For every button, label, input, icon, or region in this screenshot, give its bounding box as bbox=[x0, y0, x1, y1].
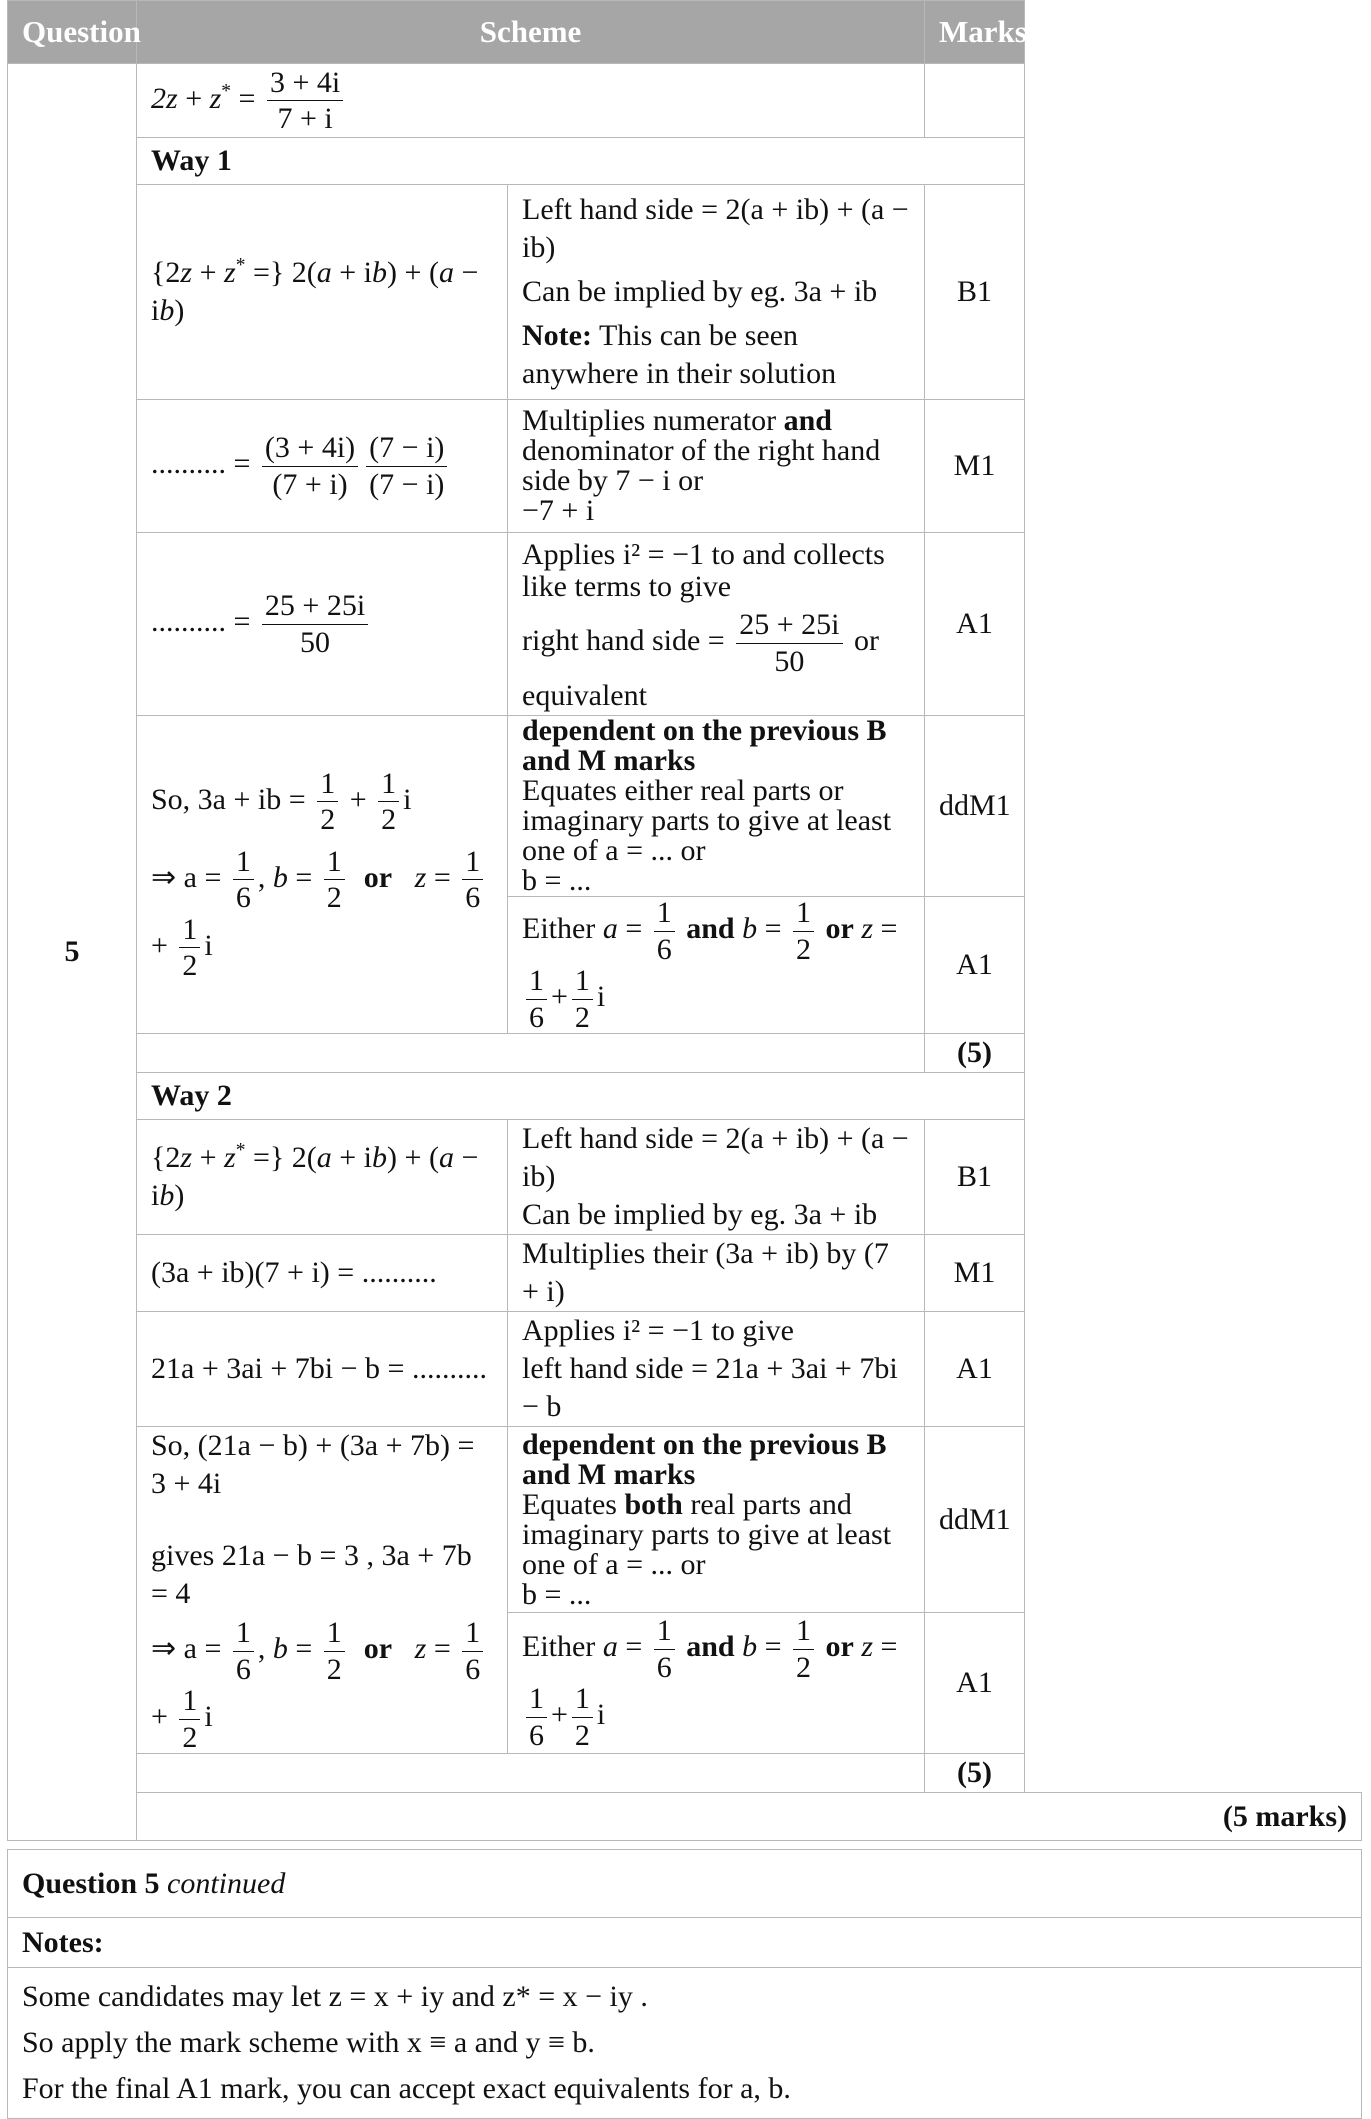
way2-r5-and: and bbox=[686, 1629, 735, 1663]
way1-r3-num: 25 + 25i bbox=[262, 590, 368, 625]
way1-r5-and: and bbox=[686, 911, 735, 945]
way2-r4-or: or bbox=[363, 1631, 393, 1665]
way1-title: Way 1 bbox=[137, 138, 1025, 185]
way1-r4-g2: Equates either real parts or imaginary parts to give at least one of a = ... or bbox=[522, 774, 892, 867]
way1-r1-guidance bbox=[508, 185, 925, 400]
way1-r5-mark: A1 bbox=[925, 897, 1025, 1034]
way1-r5-or: or bbox=[825, 911, 854, 945]
way1-r5-either: Either bbox=[522, 911, 596, 945]
way1-header-row bbox=[8, 138, 1362, 185]
way1-r4-work: So, 3a + ib = $\frac{1}{2}$ + $\frac{1}{2}$ i ⇒ a = $\frac{1}{6}$ , b = $\frac{1}{2}$ or z = $\frac{1}{6}$ + $\frac{1}{2}$ i bbox=[137, 716, 508, 1034]
way1-row-m1 bbox=[8, 400, 1362, 533]
way1-r1-g3: This can be seen anywhere in their solution bbox=[522, 319, 837, 390]
notes-title-bold: Question 5 bbox=[22, 1866, 160, 1900]
note-3: For the final A1 mark, you can accept exact equivalents for a, b. bbox=[22, 2072, 791, 2105]
way2-row-ddm1 bbox=[8, 1427, 1362, 1613]
notes-heading: Notes: bbox=[8, 1918, 1362, 1968]
way1-row-a1 bbox=[8, 533, 1362, 716]
notes-title bbox=[8, 1850, 1362, 1918]
way2-r4-g3: b = ... bbox=[522, 1577, 592, 1611]
way2-r2-guidance: Multiplies their (3a + ib) by (7 + i) bbox=[508, 1235, 925, 1312]
way2-r1-work: {2z + z* =} 2(a + ib) + (a − ib) bbox=[137, 1120, 508, 1235]
way2-r1-g1: Left hand side = 2(a + ib) + (a − ib) bbox=[522, 1122, 909, 1193]
way1-r4-work1: So, 3a + ib = bbox=[151, 782, 306, 816]
notes-body-row bbox=[8, 1968, 1362, 2119]
header-row bbox=[8, 1, 1362, 64]
frac-den-1: (7 + i) bbox=[272, 467, 348, 501]
header-scheme: Scheme bbox=[137, 1, 925, 64]
way1-r3-mark: A1 bbox=[925, 533, 1025, 716]
notes-title-row bbox=[8, 1850, 1362, 1918]
way1-r4-work2: ⇒ a = bbox=[151, 860, 222, 894]
frac-num-2: (7 − i) bbox=[366, 432, 447, 467]
way1-r3-g-den: 50 bbox=[774, 644, 805, 678]
notes-title-italic: continued bbox=[167, 1866, 286, 1900]
way1-r4-or: or bbox=[363, 860, 393, 894]
header-marks: Marks bbox=[925, 1, 1025, 64]
notes-body bbox=[8, 1968, 1362, 2119]
way2-r1-mark: B1 bbox=[925, 1120, 1025, 1235]
way1-row-ddm1 bbox=[8, 716, 1362, 897]
way2-r4-g1: dependent on the previous B and M marks bbox=[522, 1427, 887, 1491]
way1-total-row bbox=[8, 1034, 1362, 1073]
way2-row-a1 bbox=[8, 1312, 1362, 1427]
note-label: Note: bbox=[522, 319, 592, 352]
equation-denominator: 7 + i bbox=[277, 102, 333, 135]
way1-r3-g-num: 25 + 25i bbox=[736, 609, 842, 644]
way2-r4-g2c: real parts and imaginary parts to give at least one of a = ... or bbox=[522, 1487, 892, 1581]
way1-r2-work bbox=[137, 400, 508, 533]
way2-r3-guidance bbox=[508, 1312, 925, 1427]
way2-total-row bbox=[8, 1754, 1362, 1793]
way2-row-m1 bbox=[8, 1235, 1362, 1312]
equation-row bbox=[8, 64, 1362, 138]
way1-total: (5) bbox=[925, 1034, 1025, 1073]
way1-r2-g2: −7 + i bbox=[522, 494, 595, 527]
way2-r4-guidance bbox=[508, 1427, 925, 1613]
total-marks: (5 marks) bbox=[137, 1793, 1362, 1841]
way2-r4-mark: ddM1 bbox=[925, 1427, 1025, 1613]
way2-r3-g1: Applies i² = −1 to give bbox=[522, 1314, 794, 1347]
way1-r4-g1: dependent on the previous B and M marks bbox=[522, 714, 887, 777]
way2-header-row bbox=[8, 1073, 1362, 1120]
way2-r5-or: or bbox=[825, 1629, 854, 1663]
equation-numerator: 3 + 4i bbox=[267, 67, 343, 102]
way2-r2-mark: M1 bbox=[925, 1235, 1025, 1312]
way2-r4-work: So, (21a − b) + (3a + 7b) = 3 + 4i gives 21a − b = 3 , 3a + 7b = 4 ⇒ a = $\frac{1}{6}$ , b = $\frac{1}{2}$ or z = $\frac{1}{6}$ + $\frac{1}{2}$ i bbox=[137, 1427, 508, 1754]
way1-r1-work: {2z + z* =} 2(a + ib) + (a − ib) bbox=[137, 185, 508, 400]
way1-r3-g1: Applies i² = −1 to and collects like terms to give bbox=[522, 538, 885, 603]
way1-r1-mark: B1 bbox=[925, 185, 1025, 400]
way2-r1-guidance bbox=[508, 1120, 925, 1235]
way2-r4-work3: ⇒ a = bbox=[151, 1631, 222, 1665]
way1-r3-den: 50 bbox=[300, 625, 331, 659]
given-equation: 2z + z* = $\frac{3 + 4i}{7 + i}$ bbox=[137, 64, 925, 138]
way1-r5-guidance: Either a = $\frac{1}{6}$ and b = $\frac{1}{2}$ or z = $\frac{1}{6}$ + $\frac{1}{2}$ i bbox=[508, 897, 925, 1034]
notes-table bbox=[7, 1849, 1362, 2119]
way2-r1-g2: Can be implied by eg. 3a + ib bbox=[522, 1198, 878, 1231]
way2-total: (5) bbox=[925, 1754, 1025, 1793]
way2-r5-either: Either bbox=[522, 1629, 596, 1663]
way1-r3-g2b: or equivalent bbox=[522, 623, 879, 712]
mark-scheme-page bbox=[7, 0, 1362, 2119]
way1-r2-g1a: Multiplies numerator bbox=[522, 404, 777, 437]
header-question: Question bbox=[8, 1, 137, 64]
way1-r3-g2a: right hand side = bbox=[522, 623, 725, 657]
way1-r1-g1: Left hand side = 2(a + ib) + (a − ib) bbox=[522, 193, 909, 264]
mark-scheme-table bbox=[7, 0, 1362, 1841]
way1-r2-prefix: .......... = bbox=[151, 446, 251, 480]
way2-row-b1 bbox=[8, 1120, 1362, 1235]
way2-r3-work: 21a + 3ai + 7bi − b = .......... bbox=[137, 1312, 508, 1427]
way2-title: Way 2 bbox=[137, 1073, 1025, 1120]
way1-r4-mark: ddM1 bbox=[925, 716, 1025, 897]
total-marks-row bbox=[8, 1793, 1362, 1841]
way2-r3-mark: A1 bbox=[925, 1312, 1025, 1427]
way1-r2-mark: M1 bbox=[925, 400, 1025, 533]
frac-den-2: (7 − i) bbox=[369, 467, 445, 501]
way2-r2-work: (3a + ib)(7 + i) = .......... bbox=[137, 1235, 508, 1312]
way1-row-b1 bbox=[8, 185, 1362, 400]
way1-r4-g3: b = ... bbox=[522, 864, 592, 897]
question-number: 5 bbox=[8, 64, 137, 1841]
way1-r1-g2: Can be implied by eg. 3a + ib bbox=[522, 275, 878, 308]
way2-r5-mark: A1 bbox=[925, 1613, 1025, 1754]
way1-r3-work bbox=[137, 533, 508, 716]
note-2: So apply the mark scheme with x ≡ a and y ≡ b. bbox=[22, 2026, 595, 2059]
way2-r4-g2a: Equates bbox=[522, 1487, 617, 1521]
way2-r4-work2: gives 21a − b = 3 , 3a + 7b = 4 bbox=[151, 1539, 472, 1610]
notes-heading-row bbox=[8, 1918, 1362, 1968]
way2-r4-g2b: both bbox=[624, 1487, 683, 1521]
way1-r4-guidance bbox=[508, 716, 925, 897]
way1-r2-g1b: and bbox=[783, 404, 832, 437]
note-1: Some candidates may let z = x + iy and z* = x − iy . bbox=[22, 1980, 648, 2013]
way2-r5-guidance: Either a = $\frac{1}{6}$ and b = $\frac{1}{2}$ or z = $\frac{1}{6}$ + $\frac{1}{2}$ i bbox=[508, 1613, 925, 1754]
way1-r2-guidance bbox=[508, 400, 925, 533]
way2-r4-work1: So, (21a − b) + (3a + 7b) = 3 + 4i bbox=[151, 1429, 475, 1500]
way1-r3-prefix: .......... = bbox=[151, 604, 251, 638]
way2-r3-g2: left hand side = 21a + 3ai + 7bi − b bbox=[522, 1352, 898, 1423]
way1-r3-guidance bbox=[508, 533, 925, 716]
way1-r2-g1c: denominator of the right hand side by 7 − i or bbox=[522, 434, 881, 497]
frac-num-1: (3 + 4i) bbox=[262, 432, 358, 467]
